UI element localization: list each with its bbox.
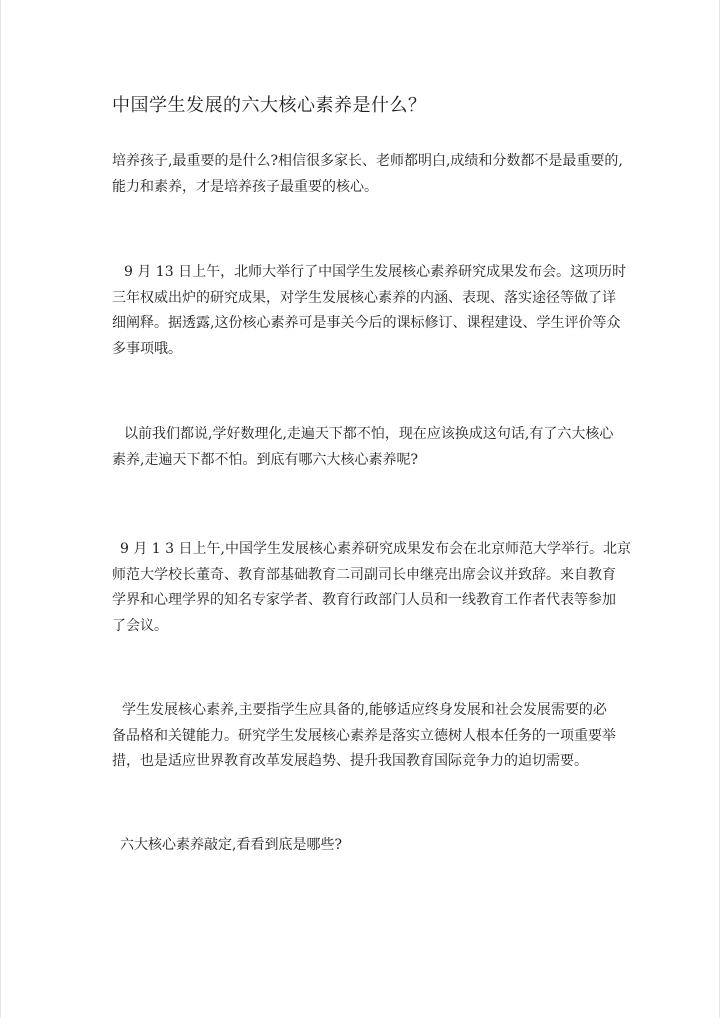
- paragraph-definition: [112, 698, 617, 775]
- paragraph-line: 素养,走遍天下都不怕。到底有哪六大核心素养呢?: [112, 451, 418, 468]
- paragraph-line: 师范大学校长董奇、教育部基础教育二司副司长申继亮出席会议并致辞。来自教育: [112, 566, 616, 583]
- paragraph-intro: [112, 149, 623, 200]
- paragraph-line: 细阐释。据透露,这份核心素养可是事关今后的课标修订、课程建设、学生评价等众: [112, 315, 621, 331]
- paragraph-line: 9 月 1 3 日上午,中国学生发展核心素养研究成果发布会在北京师范大学举行。北京: [120, 541, 631, 557]
- paragraph-line: 三年权威出炉的研究成果，对学生发展核心素养的内涵、表现、落实途径等做了详: [112, 289, 616, 306]
- page-title: 中国学生发展的六大核心素养是什么？: [112, 95, 427, 116]
- paragraph-line: 学生发展核心素养,主要指学生应具备的,能够适应终身发展和社会发展需要的必: [122, 702, 607, 718]
- paragraph-saying: [112, 422, 617, 473]
- paragraph-line: 备品格和关键能力。研究学生发展核心素养是落实立德树人根本任务的一项重要举: [112, 727, 616, 744]
- paragraph-conference: [112, 260, 627, 362]
- paragraph-line: 9 月 13 日上午，北师大举行了中国学生发展核心素养研究成果发布会。这项历时: [124, 264, 627, 280]
- paragraph-line: 学界和心理学界的知名专家学者、教育行政部门人员和一线教育工作者代表等参加: [112, 592, 616, 608]
- paragraph-line: 措，也是适应世界教育改革发展趋势、提升我国教育国际竞争力的迫切需要。: [112, 753, 588, 769]
- paragraph-line: 多事项哦。: [112, 340, 182, 357]
- paragraph-line: 能力和素养，才是培养孩子最重要的核心。: [112, 178, 378, 195]
- paragraph-line: 了会议。: [112, 617, 168, 634]
- paragraph-line: 六大核心素养敲定,看看到底是哪些?: [120, 837, 342, 853]
- paragraph-closing: [112, 833, 617, 859]
- paragraph-line: 以前我们都说,学好数理化,走遍天下都不怕，现在应该换成这句话,有了六大核心: [124, 426, 614, 442]
- paragraph-release: [112, 537, 631, 639]
- paragraph-line: 培养孩子,最重要的是什么?相信很多家长、老师都明白,成绩和分数都不是最重要的,: [112, 153, 623, 169]
